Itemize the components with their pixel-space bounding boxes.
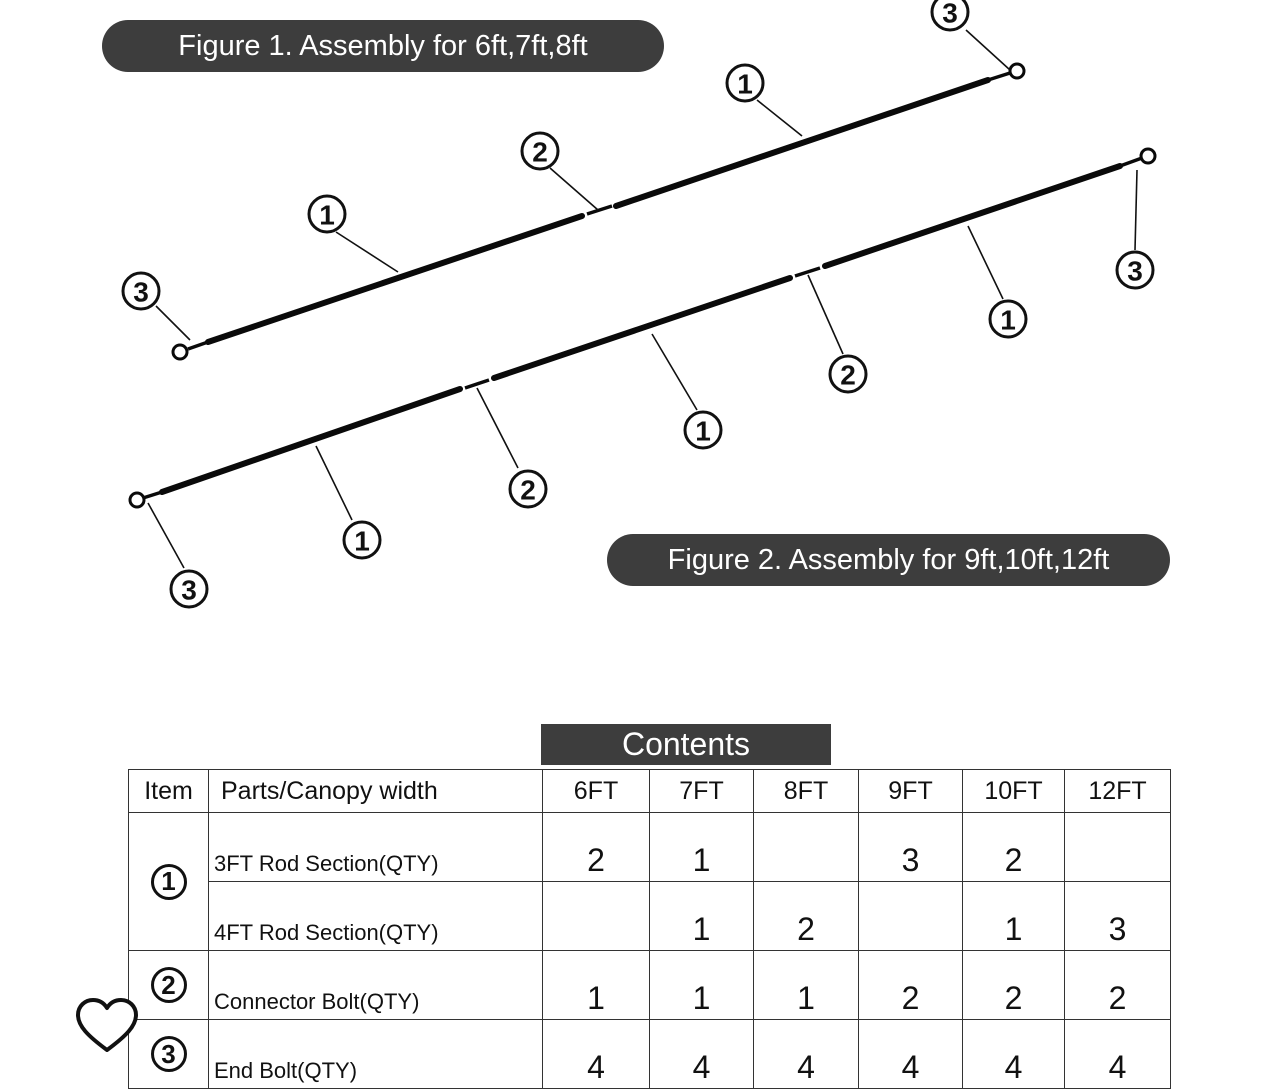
qty-cell: 4	[650, 1020, 754, 1089]
qty-cell: 4	[859, 1020, 963, 1089]
svg-text:3: 3	[1127, 255, 1143, 287]
end-bolt	[988, 73, 1010, 80]
rod-section	[494, 278, 790, 378]
item-badge: 1	[151, 864, 187, 900]
qty-cell: 4	[1065, 1020, 1171, 1089]
header-12ft: 12FT	[1065, 770, 1171, 813]
qty-cell: 2	[1065, 951, 1171, 1020]
header-8ft: 8FT	[754, 770, 859, 813]
connector-bolt	[795, 268, 820, 276]
callout-1-fig1-right	[727, 65, 763, 101]
qty-cell: 2	[963, 813, 1065, 882]
end-bolt-eye	[173, 345, 187, 359]
callout-2-fig2-left	[510, 471, 546, 507]
qty-cell: 3	[1065, 882, 1171, 951]
svg-text:3: 3	[181, 574, 197, 606]
qty-cell: 2	[859, 951, 963, 1020]
part-label: Connector Bolt(QTY)	[209, 951, 543, 1020]
svg-text:2: 2	[532, 136, 548, 168]
end-bolt-eye	[1010, 64, 1024, 78]
svg-text:1: 1	[354, 525, 370, 557]
favorite-button[interactable]	[72, 994, 142, 1060]
callout-3-fig2-left	[171, 571, 207, 607]
header-parts: Parts/Canopy width	[209, 770, 543, 813]
svg-text:1: 1	[695, 415, 711, 447]
qty-cell: 1	[543, 951, 650, 1020]
leader-lines	[148, 30, 1137, 568]
qty-cell: 4	[963, 1020, 1065, 1089]
header-10ft: 10FT	[963, 770, 1065, 813]
qty-cell: 4	[543, 1020, 650, 1089]
end-bolt-eye	[130, 493, 144, 507]
svg-text:1: 1	[1000, 304, 1016, 336]
qty-cell: 1	[650, 951, 754, 1020]
table-header-row	[129, 770, 1171, 813]
table-row	[129, 1020, 1171, 1089]
figure-1-rod	[173, 64, 1024, 359]
qty-cell: 2	[963, 951, 1065, 1020]
svg-text:1: 1	[319, 199, 335, 231]
end-bolt-eye	[1141, 149, 1155, 163]
header-6ft: 6FT	[543, 770, 650, 813]
rod-section	[616, 80, 988, 206]
figure-1-title: Figure 1. Assembly for 6ft,7ft,8ft	[102, 20, 664, 72]
qty-cell	[859, 882, 963, 951]
table-row	[129, 882, 1171, 951]
figure-2-title: Figure 2. Assembly for 9ft,10ft,12ft	[607, 534, 1170, 586]
qty-cell: 1	[650, 882, 754, 951]
callout-1-fig2-left	[344, 522, 380, 558]
item-cell	[129, 813, 209, 951]
qty-cell	[543, 882, 650, 951]
qty-cell: 1	[963, 882, 1065, 951]
callout-3-fig2-right	[1117, 252, 1153, 288]
callout-2-fig2-right	[830, 356, 866, 392]
part-label: 4FT Rod Section(QTY)	[209, 882, 543, 951]
callout-1-fig1-left	[309, 196, 345, 232]
part-label: End Bolt(QTY)	[209, 1020, 543, 1089]
rod-section	[162, 389, 460, 492]
end-bolt	[188, 342, 208, 349]
svg-text:3: 3	[942, 0, 958, 29]
qty-cell	[754, 813, 859, 882]
qty-cell: 2	[754, 882, 859, 951]
table-row	[129, 813, 1171, 882]
table-row	[129, 951, 1171, 1020]
qty-cell: 4	[754, 1020, 859, 1089]
callout-3-fig1-right	[932, 0, 968, 30]
end-bolt	[1120, 158, 1142, 166]
svg-text:2: 2	[840, 359, 856, 391]
heart-icon	[72, 994, 142, 1060]
header-7ft: 7FT	[650, 770, 754, 813]
part-label: 3FT Rod Section(QTY)	[209, 813, 543, 882]
qty-cell	[1065, 813, 1171, 882]
svg-text:3: 3	[133, 276, 149, 308]
qty-cell: 1	[650, 813, 754, 882]
header-9ft: 9FT	[859, 770, 963, 813]
rod-section	[825, 166, 1120, 266]
contents-table	[128, 769, 1171, 1089]
contents-title: Contents	[541, 724, 831, 765]
connector-bolt	[465, 380, 489, 388]
qty-cell: 3	[859, 813, 963, 882]
callout-3-fig1-left	[123, 273, 159, 309]
rod-section	[208, 216, 582, 342]
item-badge: 2	[151, 967, 187, 1003]
qty-cell: 2	[543, 813, 650, 882]
callout-2-fig1	[522, 133, 558, 169]
svg-text:1: 1	[737, 68, 753, 100]
header-item: Item	[129, 770, 209, 813]
svg-text:2: 2	[520, 474, 536, 506]
callout-1-fig2-right	[990, 301, 1026, 337]
end-bolt	[143, 492, 162, 498]
callout-1-fig2-middle	[685, 412, 721, 448]
connector-bolt	[587, 206, 612, 214]
qty-cell: 1	[754, 951, 859, 1020]
item-badge: 3	[151, 1036, 187, 1072]
